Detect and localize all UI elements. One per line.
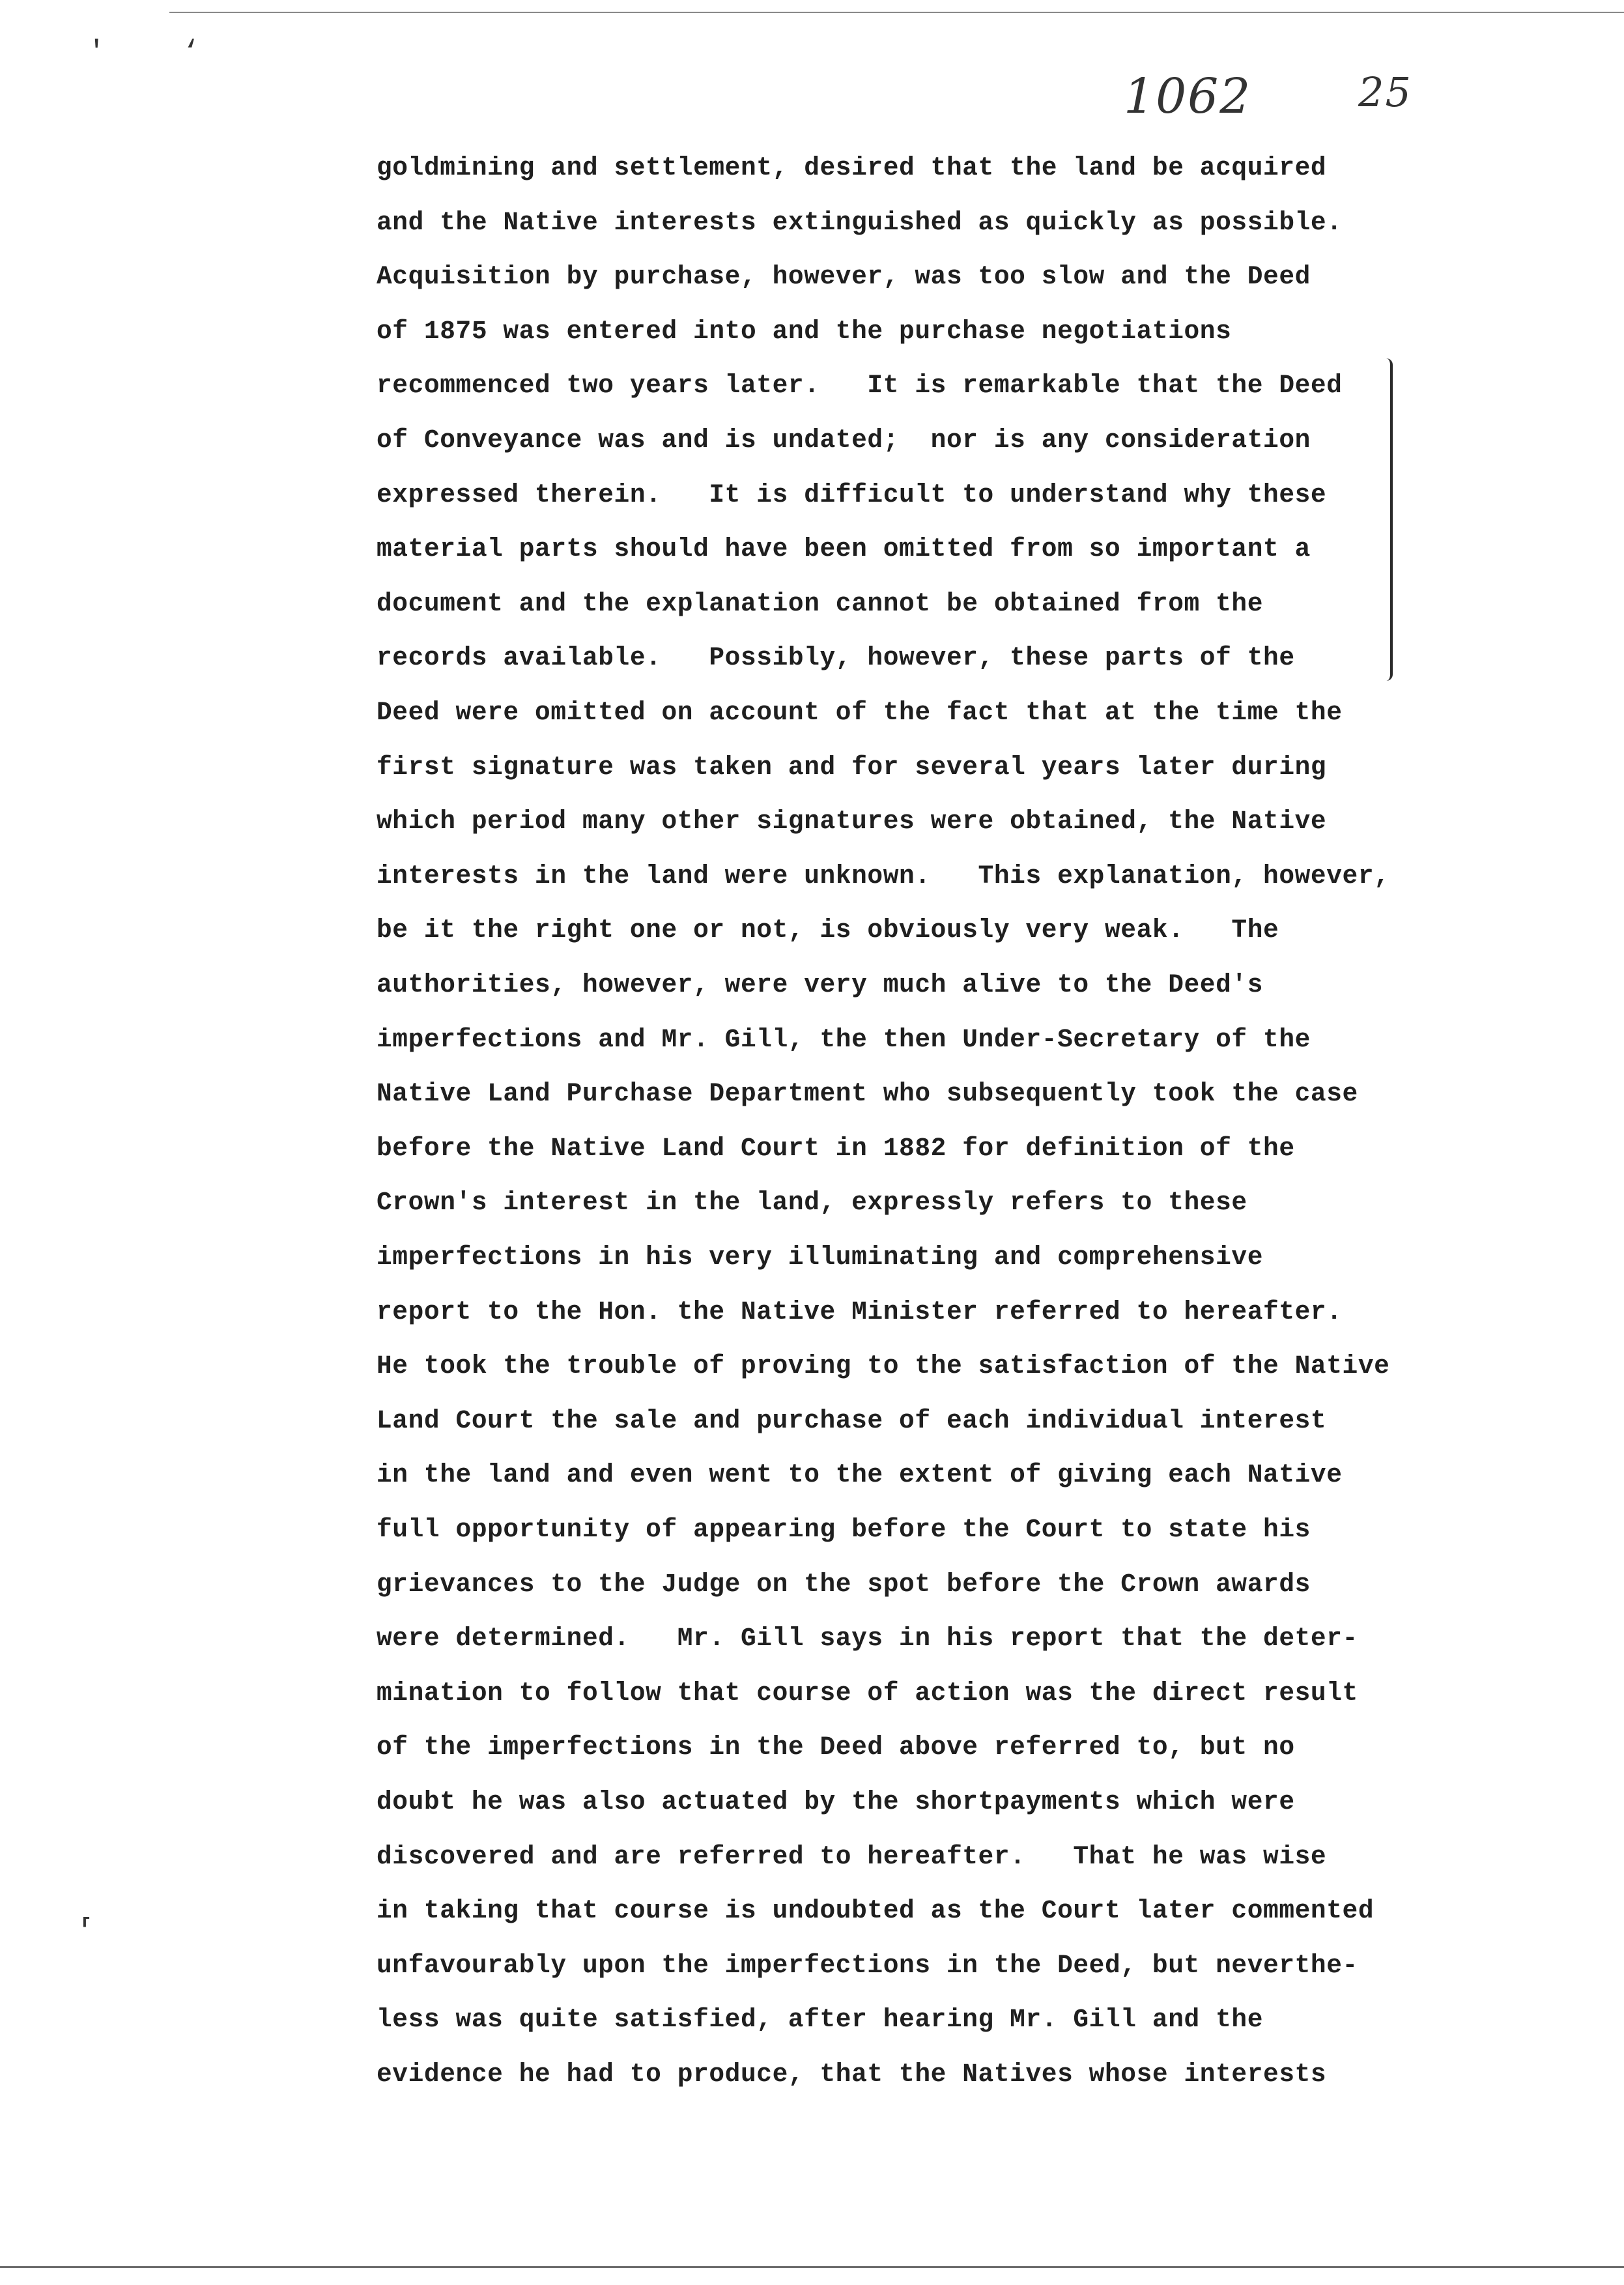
body-text-line: report to the Hon. the Native Minister referred to hereafter. xyxy=(377,1297,1343,1327)
margin-speck: ⸢ xyxy=(77,1915,94,1947)
body-text-line: doubt he was also actuated by the shortpayments which were xyxy=(377,1787,1295,1817)
body-text-line: be it the right one or not, is obviously very weak. The xyxy=(377,915,1279,945)
body-text-line: imperfections and Mr. Gill, the then Under-Secretary of the xyxy=(377,1024,1311,1054)
body-text-line: were determined. Mr. Gill says in his report that the deter- xyxy=(377,1624,1358,1654)
body-text-line: full opportunity of appearing before the Court to state his xyxy=(377,1515,1311,1544)
body-text-line: interests in the land were unknown. This explanation, however, xyxy=(377,861,1390,891)
margin-speck: ' xyxy=(88,36,106,68)
body-text-line: Native Land Purchase Department who subsequently took the case xyxy=(377,1079,1358,1109)
body-text-line: document and the explanation cannot be obtained from the xyxy=(377,588,1264,618)
body-text-line: of the imperfections in the Deed above referred to, but no xyxy=(377,1732,1295,1762)
body-text-line: less was quite satisfied, after hearing Mr. Gill and the xyxy=(377,2005,1264,2035)
body-text-line: authorities, however, were very much alive to the Deed's xyxy=(377,970,1264,999)
body-text-line: grievances to the Judge on the spot before the Crown awards xyxy=(377,1569,1311,1599)
body-text-line: records available. Possibly, however, these parts of the xyxy=(377,643,1295,673)
body-text-line: in the land and even went to the extent of giving each Native xyxy=(377,1460,1343,1490)
page-bottom-edge xyxy=(0,2266,1624,2268)
handwritten-page-number: 1062 xyxy=(1124,68,1252,124)
body-text-line: Acquisition by purchase, however, was too slow and the Deed xyxy=(377,262,1311,292)
body-text-line: Land Court the sale and purchase of each individual interest xyxy=(377,1405,1327,1435)
body-text-line: of 1875 was entered into and the purchase negotiations xyxy=(377,316,1232,346)
body-text-line: imperfections in his very illuminating and comprehensive xyxy=(377,1243,1264,1272)
body-text-line: He took the trouble of proving to the satisfaction of the Native xyxy=(377,1351,1390,1381)
handwritten-folio-number: 25 xyxy=(1358,68,1412,116)
body-text-line: before the Native Land Court in 1882 for definition of the xyxy=(377,1133,1295,1163)
body-text-line: Crown's interest in the land, expressly refers to these xyxy=(377,1188,1247,1218)
body-text-line: of Conveyance was and is undated; nor is any consideration xyxy=(377,425,1311,455)
margin-bracket-mark xyxy=(1386,358,1393,681)
body-text-line: discovered and are referred to hereafter. That he was wise xyxy=(377,1841,1327,1871)
page-top-edge xyxy=(169,12,1624,13)
body-text-line: goldmining and settlement, desired that the land be acquired xyxy=(377,153,1327,182)
body-text-line: expressed therein. It is difficult to understand why these xyxy=(377,480,1327,510)
body-text-line: recommenced two years later. It is remarkable that the Deed xyxy=(377,371,1343,401)
body-text-line: Deed were omitted on account of the fact that at the time the xyxy=(377,698,1343,727)
body-text-line: evidence he had to produce, that the Natives whose interests xyxy=(377,2060,1327,2089)
body-text-line: which period many other signatures were obtained, the Native xyxy=(377,807,1327,837)
body-text-line: mination to follow that course of action was the direct result xyxy=(377,1678,1358,1708)
body-text-line: and the Native interests extinguished as quickly as possible. xyxy=(377,207,1343,237)
body-text-line: unfavourably upon the imperfections in the Deed, but neverthe- xyxy=(377,1950,1358,1980)
margin-speck: ‘ xyxy=(182,36,200,68)
body-text-line: first signature was taken and for several years later during xyxy=(377,752,1327,782)
body-text-line: in taking that course is undoubted as the Court later commented xyxy=(377,1896,1375,1926)
body-text-line: material parts should have been omitted from so important a xyxy=(377,534,1311,564)
